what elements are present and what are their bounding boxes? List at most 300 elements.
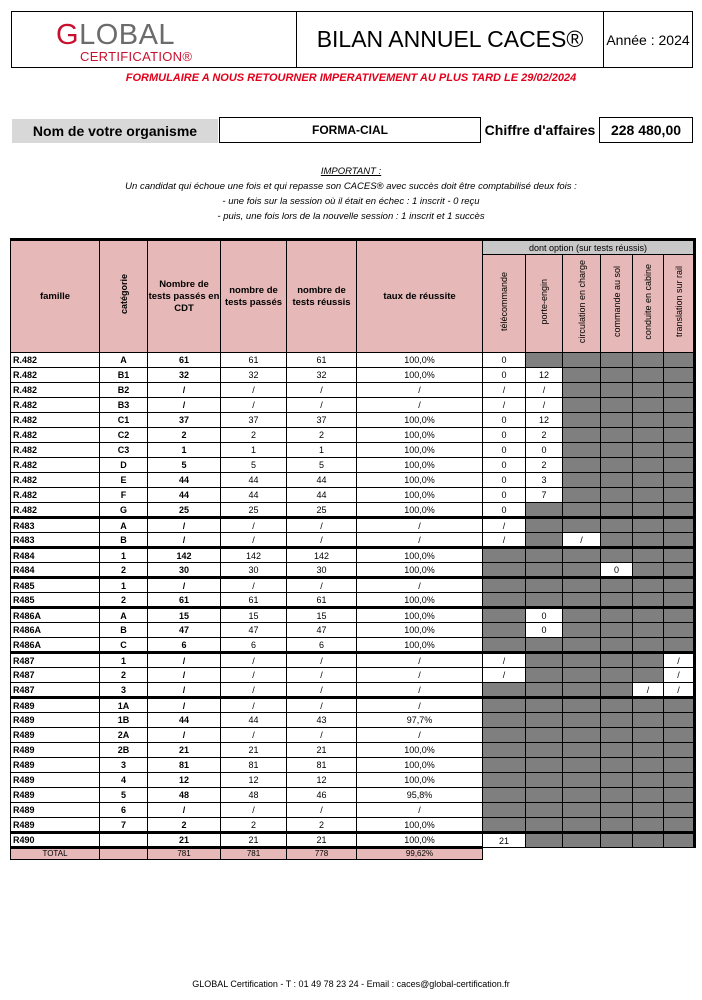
cell-option: [633, 368, 664, 383]
cell-fam: R487: [11, 683, 100, 698]
cell-reussis[interactable]: /: [287, 728, 357, 743]
cell-cdt[interactable]: 142: [148, 548, 221, 563]
cell-cdt[interactable]: 37: [148, 413, 221, 428]
cell-option: [526, 533, 563, 548]
col-header-option: [526, 255, 563, 353]
cell-cdt[interactable]: /: [148, 698, 221, 713]
cell-option: [601, 458, 633, 473]
cell-passes[interactable]: /: [221, 668, 287, 683]
cell-option[interactable]: 2: [526, 428, 563, 443]
cell-cdt[interactable]: 61: [148, 353, 221, 368]
cell-taux: 100,0%: [357, 608, 483, 623]
cell-option: [633, 458, 664, 473]
cell-option: [601, 758, 633, 773]
cell-fam: R.482: [11, 353, 100, 368]
cell-cat: 6: [100, 803, 148, 818]
cell-fam: R489: [11, 728, 100, 743]
cell-option: [633, 593, 664, 608]
cell-option: [633, 398, 664, 413]
cell-option: [601, 713, 633, 728]
cell-cdt[interactable]: 2: [148, 818, 221, 833]
cell-option: [563, 398, 601, 413]
cell-option: [664, 518, 695, 533]
cell-cdt[interactable]: /: [148, 533, 221, 548]
cell-passes[interactable]: /: [221, 653, 287, 668]
cell-option: [563, 593, 601, 608]
cell-option: [526, 683, 563, 698]
cell-option[interactable]: 0: [483, 488, 526, 503]
cell-option[interactable]: /: [664, 653, 695, 668]
cell-option: [601, 773, 633, 788]
cell-option: [601, 788, 633, 803]
cell-reussis[interactable]: 12: [287, 773, 357, 788]
cell-passes[interactable]: 21: [221, 833, 287, 848]
cell-reussis[interactable]: /: [287, 398, 357, 413]
cell-reussis[interactable]: 21: [287, 743, 357, 758]
cell-option: [483, 788, 526, 803]
col-header-option: [563, 255, 601, 353]
cell-option: [664, 638, 695, 653]
cell-option[interactable]: /: [483, 668, 526, 683]
cell-reussis[interactable]: 81: [287, 758, 357, 773]
cell-option: [563, 668, 601, 683]
cell-option[interactable]: 0: [483, 443, 526, 458]
cell-option[interactable]: /: [483, 518, 526, 533]
cell-option: [664, 608, 695, 623]
cell-cat: A: [100, 518, 148, 533]
cell-taux: 100,0%: [357, 773, 483, 788]
cell-taux: /: [357, 578, 483, 593]
cell-option[interactable]: 2: [526, 458, 563, 473]
cell-passes[interactable]: /: [221, 383, 287, 398]
cell-fam: R.482: [11, 428, 100, 443]
cell-option[interactable]: /: [526, 398, 563, 413]
cell-reussis[interactable]: 142: [287, 548, 357, 563]
cell-fam: R489: [11, 788, 100, 803]
table-row: [11, 833, 695, 848]
table-row: [11, 683, 695, 698]
col-header-options-group: dont option (sur tests réussis): [483, 240, 695, 255]
cell-cdt[interactable]: 12: [148, 773, 221, 788]
cell-reussis[interactable]: /: [287, 518, 357, 533]
cell-reussis[interactable]: /: [287, 683, 357, 698]
cell-option: [483, 578, 526, 593]
cell-taux: 100,0%: [357, 623, 483, 638]
cell-cdt[interactable]: /: [148, 578, 221, 593]
cell-passes[interactable]: 12: [221, 773, 287, 788]
cell-option: [601, 368, 633, 383]
cell-option: [601, 818, 633, 833]
cell-reussis[interactable]: 44: [287, 488, 357, 503]
cell-reussis[interactable]: /: [287, 578, 357, 593]
cell-cdt[interactable]: 21: [148, 833, 221, 848]
cell-option: [563, 698, 601, 713]
col-header-option: [633, 255, 664, 353]
cell-option: [664, 548, 695, 563]
cell-option[interactable]: 0: [526, 608, 563, 623]
col-header-option: [601, 255, 633, 353]
total-blank: [664, 848, 695, 860]
cell-passes[interactable]: 81: [221, 758, 287, 773]
col-header-option-label: porte-engin: [539, 278, 549, 325]
cell-passes[interactable]: 61: [221, 593, 287, 608]
cell-passes[interactable]: 142: [221, 548, 287, 563]
cell-passes[interactable]: /: [221, 518, 287, 533]
cell-reussis[interactable]: 61: [287, 353, 357, 368]
cell-option[interactable]: 0: [483, 413, 526, 428]
cell-passes[interactable]: 32: [221, 368, 287, 383]
table-row: [11, 473, 695, 488]
total-cat: [100, 848, 148, 860]
org-name-field[interactable]: FORMA-CIAL: [219, 117, 481, 143]
cell-option: [633, 743, 664, 758]
cell-reussis[interactable]: 21: [287, 833, 357, 848]
table-row: [11, 668, 695, 683]
cell-reussis[interactable]: 2: [287, 818, 357, 833]
cell-passes[interactable]: /: [221, 803, 287, 818]
cell-taux: /: [357, 728, 483, 743]
table-row: [11, 488, 695, 503]
cell-option: [483, 563, 526, 578]
cell-reussis[interactable]: 61: [287, 593, 357, 608]
cell-passes[interactable]: 15: [221, 608, 287, 623]
cell-option[interactable]: 0: [483, 368, 526, 383]
cell-option: [633, 518, 664, 533]
cell-reussis[interactable]: 1: [287, 443, 357, 458]
cell-fam: R489: [11, 758, 100, 773]
important-line-2: - une fois sur la session où il était en échec : 1 inscrit - 0 reçu: [222, 196, 480, 207]
cell-taux: 100,0%: [357, 638, 483, 653]
cell-reussis[interactable]: 46: [287, 788, 357, 803]
cell-option[interactable]: 0: [483, 473, 526, 488]
cell-cdt[interactable]: /: [148, 653, 221, 668]
cell-option: [601, 398, 633, 413]
cell-passes[interactable]: /: [221, 533, 287, 548]
cell-option: [664, 563, 695, 578]
cell-option[interactable]: 3: [526, 473, 563, 488]
cell-passes[interactable]: /: [221, 698, 287, 713]
total-blank: [601, 848, 633, 860]
cell-passes[interactable]: 6: [221, 638, 287, 653]
cell-reussis[interactable]: 5: [287, 458, 357, 473]
cell-option: [601, 503, 633, 518]
cell-option: [633, 668, 664, 683]
col-header-passes: nombre de tests passés: [221, 240, 287, 353]
cell-passes[interactable]: /: [221, 578, 287, 593]
cell-fam: R490: [11, 833, 100, 848]
total-blank: [526, 848, 563, 860]
turnover-label: Chiffre d'affaires: [484, 122, 596, 138]
cell-taux: /: [357, 803, 483, 818]
cell-cdt[interactable]: /: [148, 803, 221, 818]
cell-option: [526, 518, 563, 533]
cell-cdt[interactable]: 32: [148, 368, 221, 383]
cell-option[interactable]: /: [563, 533, 601, 548]
cell-option: [526, 803, 563, 818]
cell-reussis[interactable]: 6: [287, 638, 357, 653]
cell-reussis[interactable]: /: [287, 653, 357, 668]
total-row: [11, 848, 695, 860]
cell-cdt[interactable]: 47: [148, 623, 221, 638]
cell-cat: 1A: [100, 698, 148, 713]
cell-option: [633, 833, 664, 848]
document-title: BILAN ANNUEL CACES®: [297, 12, 604, 67]
cell-cdt[interactable]: 30: [148, 563, 221, 578]
cell-option: [483, 803, 526, 818]
cell-passes[interactable]: 25: [221, 503, 287, 518]
cell-option: [633, 698, 664, 713]
cell-option: [563, 488, 601, 503]
cell-option: [601, 743, 633, 758]
cell-option[interactable]: 0: [601, 563, 633, 578]
cell-option: [526, 638, 563, 653]
cell-fam: R486A: [11, 623, 100, 638]
cell-option: [563, 833, 601, 848]
cell-option: [601, 443, 633, 458]
cell-option[interactable]: 7: [526, 488, 563, 503]
cell-option: [601, 638, 633, 653]
cell-option: [633, 383, 664, 398]
cell-passes[interactable]: 44: [221, 473, 287, 488]
cell-option: [633, 353, 664, 368]
cell-cdt[interactable]: 44: [148, 488, 221, 503]
cell-option[interactable]: 0: [483, 458, 526, 473]
cell-option: [563, 758, 601, 773]
cell-option[interactable]: /: [483, 398, 526, 413]
cell-passes[interactable]: 2: [221, 428, 287, 443]
cell-option[interactable]: 21: [483, 833, 526, 848]
cell-option: [633, 443, 664, 458]
cell-option: [483, 818, 526, 833]
cell-cdt[interactable]: /: [148, 518, 221, 533]
cell-option: [601, 383, 633, 398]
col-header-categorie-label: catégorie: [118, 274, 129, 315]
cell-option: [563, 578, 601, 593]
cell-cdt[interactable]: 21: [148, 743, 221, 758]
cell-reussis[interactable]: /: [287, 383, 357, 398]
cell-option: [664, 368, 695, 383]
cell-cat: 1: [100, 578, 148, 593]
cell-option: [664, 803, 695, 818]
cell-cdt[interactable]: 2: [148, 428, 221, 443]
cell-option: [664, 833, 695, 848]
col-header-option-label: commande au sol: [611, 265, 622, 338]
logo-first-letter: G: [56, 19, 80, 51]
cell-reussis[interactable]: 47: [287, 623, 357, 638]
cell-option[interactable]: 12: [526, 368, 563, 383]
cell-option: [664, 728, 695, 743]
cell-option: [483, 713, 526, 728]
deadline-notice: FORMULAIRE A NOUS RETOURNER IMPERATIVEMENT AU PLUS TARD LE 29/02/2024: [125, 72, 577, 84]
cell-cat: 4: [100, 773, 148, 788]
cell-option[interactable]: 12: [526, 413, 563, 428]
cell-reussis[interactable]: /: [287, 803, 357, 818]
cell-option: [526, 563, 563, 578]
cell-option: [601, 803, 633, 818]
cell-fam: R.482: [11, 368, 100, 383]
cell-cat: C1: [100, 413, 148, 428]
cell-fam: R.482: [11, 398, 100, 413]
cell-option[interactable]: /: [526, 383, 563, 398]
cell-passes[interactable]: /: [221, 398, 287, 413]
cell-option: [664, 788, 695, 803]
cell-cat: 1: [100, 548, 148, 563]
cell-passes[interactable]: 44: [221, 713, 287, 728]
cell-passes[interactable]: 37: [221, 413, 287, 428]
turnover-field[interactable]: 228 480,00: [599, 117, 693, 143]
cell-reussis[interactable]: /: [287, 533, 357, 548]
total-cdt: 781: [148, 848, 221, 860]
cell-cat: B3: [100, 398, 148, 413]
cell-option: [526, 578, 563, 593]
cell-reussis[interactable]: 44: [287, 473, 357, 488]
cell-cdt[interactable]: 6: [148, 638, 221, 653]
cell-fam: R489: [11, 743, 100, 758]
cell-passes[interactable]: 44: [221, 488, 287, 503]
cell-reussis[interactable]: 43: [287, 713, 357, 728]
cell-option: [633, 818, 664, 833]
cell-taux: 100,0%: [357, 548, 483, 563]
cell-option: [526, 743, 563, 758]
cell-option[interactable]: /: [664, 683, 695, 698]
cell-fam: R483: [11, 533, 100, 548]
table-row: [11, 638, 695, 653]
cell-option[interactable]: 0: [526, 623, 563, 638]
table-row: [11, 398, 695, 413]
cell-option[interactable]: 0: [483, 353, 526, 368]
cell-option: [664, 593, 695, 608]
cell-reussis[interactable]: 25: [287, 503, 357, 518]
cell-reussis[interactable]: 2: [287, 428, 357, 443]
cell-cdt[interactable]: 44: [148, 473, 221, 488]
table-row: [11, 428, 695, 443]
cell-reussis[interactable]: /: [287, 698, 357, 713]
important-title: IMPORTANT :: [320, 166, 382, 177]
cell-cdt[interactable]: 81: [148, 758, 221, 773]
cell-cat: G: [100, 503, 148, 518]
cell-option: [601, 413, 633, 428]
cell-fam: R.482: [11, 503, 100, 518]
cell-option[interactable]: 0: [483, 428, 526, 443]
cell-taux: /: [357, 533, 483, 548]
cell-option: [664, 428, 695, 443]
table-row: [11, 368, 695, 383]
cell-option: [526, 713, 563, 728]
cell-cdt[interactable]: /: [148, 398, 221, 413]
cell-passes[interactable]: 48: [221, 788, 287, 803]
cell-fam: R.482: [11, 413, 100, 428]
cell-taux: 100,0%: [357, 593, 483, 608]
cell-option: [601, 548, 633, 563]
cell-passes[interactable]: 21: [221, 743, 287, 758]
cell-option: [601, 698, 633, 713]
cell-cdt[interactable]: 1: [148, 443, 221, 458]
cell-cat: 2: [100, 593, 148, 608]
cell-passes[interactable]: 61: [221, 353, 287, 368]
cell-option: [601, 833, 633, 848]
cell-option: [601, 653, 633, 668]
cell-reussis[interactable]: 30: [287, 563, 357, 578]
important-line-3: - puis, une fois lors de la nouvelle session : 1 inscrit et 1 succès: [217, 211, 485, 222]
cell-passes[interactable]: /: [221, 728, 287, 743]
cell-option[interactable]: /: [633, 683, 664, 698]
cell-option: [601, 578, 633, 593]
cell-option[interactable]: 0: [526, 443, 563, 458]
total-blank: [633, 848, 664, 860]
cell-taux: 100,0%: [357, 833, 483, 848]
cell-cdt[interactable]: 25: [148, 503, 221, 518]
cell-cat: 7: [100, 818, 148, 833]
cell-option[interactable]: /: [483, 653, 526, 668]
cell-passes[interactable]: 1: [221, 443, 287, 458]
cell-option: [563, 623, 601, 638]
cell-reussis[interactable]: 32: [287, 368, 357, 383]
cell-taux: /: [357, 668, 483, 683]
cell-passes[interactable]: 47: [221, 623, 287, 638]
cell-cat: B2: [100, 383, 148, 398]
cell-option: [563, 653, 601, 668]
cell-option[interactable]: 0: [483, 503, 526, 518]
cell-taux: 100,0%: [357, 413, 483, 428]
cell-fam: R.482: [11, 443, 100, 458]
cell-option: [633, 638, 664, 653]
cell-cdt[interactable]: /: [148, 383, 221, 398]
cell-cdt[interactable]: /: [148, 728, 221, 743]
cell-cdt[interactable]: 44: [148, 713, 221, 728]
cell-passes[interactable]: 2: [221, 818, 287, 833]
cell-reussis[interactable]: /: [287, 668, 357, 683]
table-row: [11, 728, 695, 743]
cell-reussis[interactable]: 37: [287, 413, 357, 428]
cell-reussis[interactable]: 15: [287, 608, 357, 623]
table-row: [11, 743, 695, 758]
cell-cdt[interactable]: 5: [148, 458, 221, 473]
cell-cdt[interactable]: 15: [148, 608, 221, 623]
cell-option: [664, 578, 695, 593]
table-row: [11, 623, 695, 638]
cell-option: [563, 713, 601, 728]
cell-cdt[interactable]: 48: [148, 788, 221, 803]
cell-option: [526, 548, 563, 563]
cell-fam: R.482: [11, 473, 100, 488]
cell-option: [483, 758, 526, 773]
col-header-option-label: conduite en cabine: [643, 263, 653, 340]
cell-passes[interactable]: /: [221, 683, 287, 698]
cell-option: [563, 368, 601, 383]
cell-option: [526, 653, 563, 668]
cell-option: [526, 773, 563, 788]
cell-option: [526, 788, 563, 803]
total-reussis: 778: [287, 848, 357, 860]
cell-cat: C3: [100, 443, 148, 458]
cell-passes[interactable]: 5: [221, 458, 287, 473]
cell-cdt[interactable]: 61: [148, 593, 221, 608]
cell-cdt[interactable]: /: [148, 668, 221, 683]
cell-option: [526, 818, 563, 833]
cell-option[interactable]: /: [483, 533, 526, 548]
cell-taux: /: [357, 683, 483, 698]
cell-option[interactable]: /: [664, 668, 695, 683]
cell-option[interactable]: /: [483, 383, 526, 398]
cell-passes[interactable]: 30: [221, 563, 287, 578]
cell-fam: R487: [11, 653, 100, 668]
cell-taux: 100,0%: [357, 428, 483, 443]
cell-cdt[interactable]: /: [148, 683, 221, 698]
table-row: [11, 548, 695, 563]
cell-cat: E: [100, 473, 148, 488]
cell-fam: R.482: [11, 383, 100, 398]
cell-option: [563, 803, 601, 818]
